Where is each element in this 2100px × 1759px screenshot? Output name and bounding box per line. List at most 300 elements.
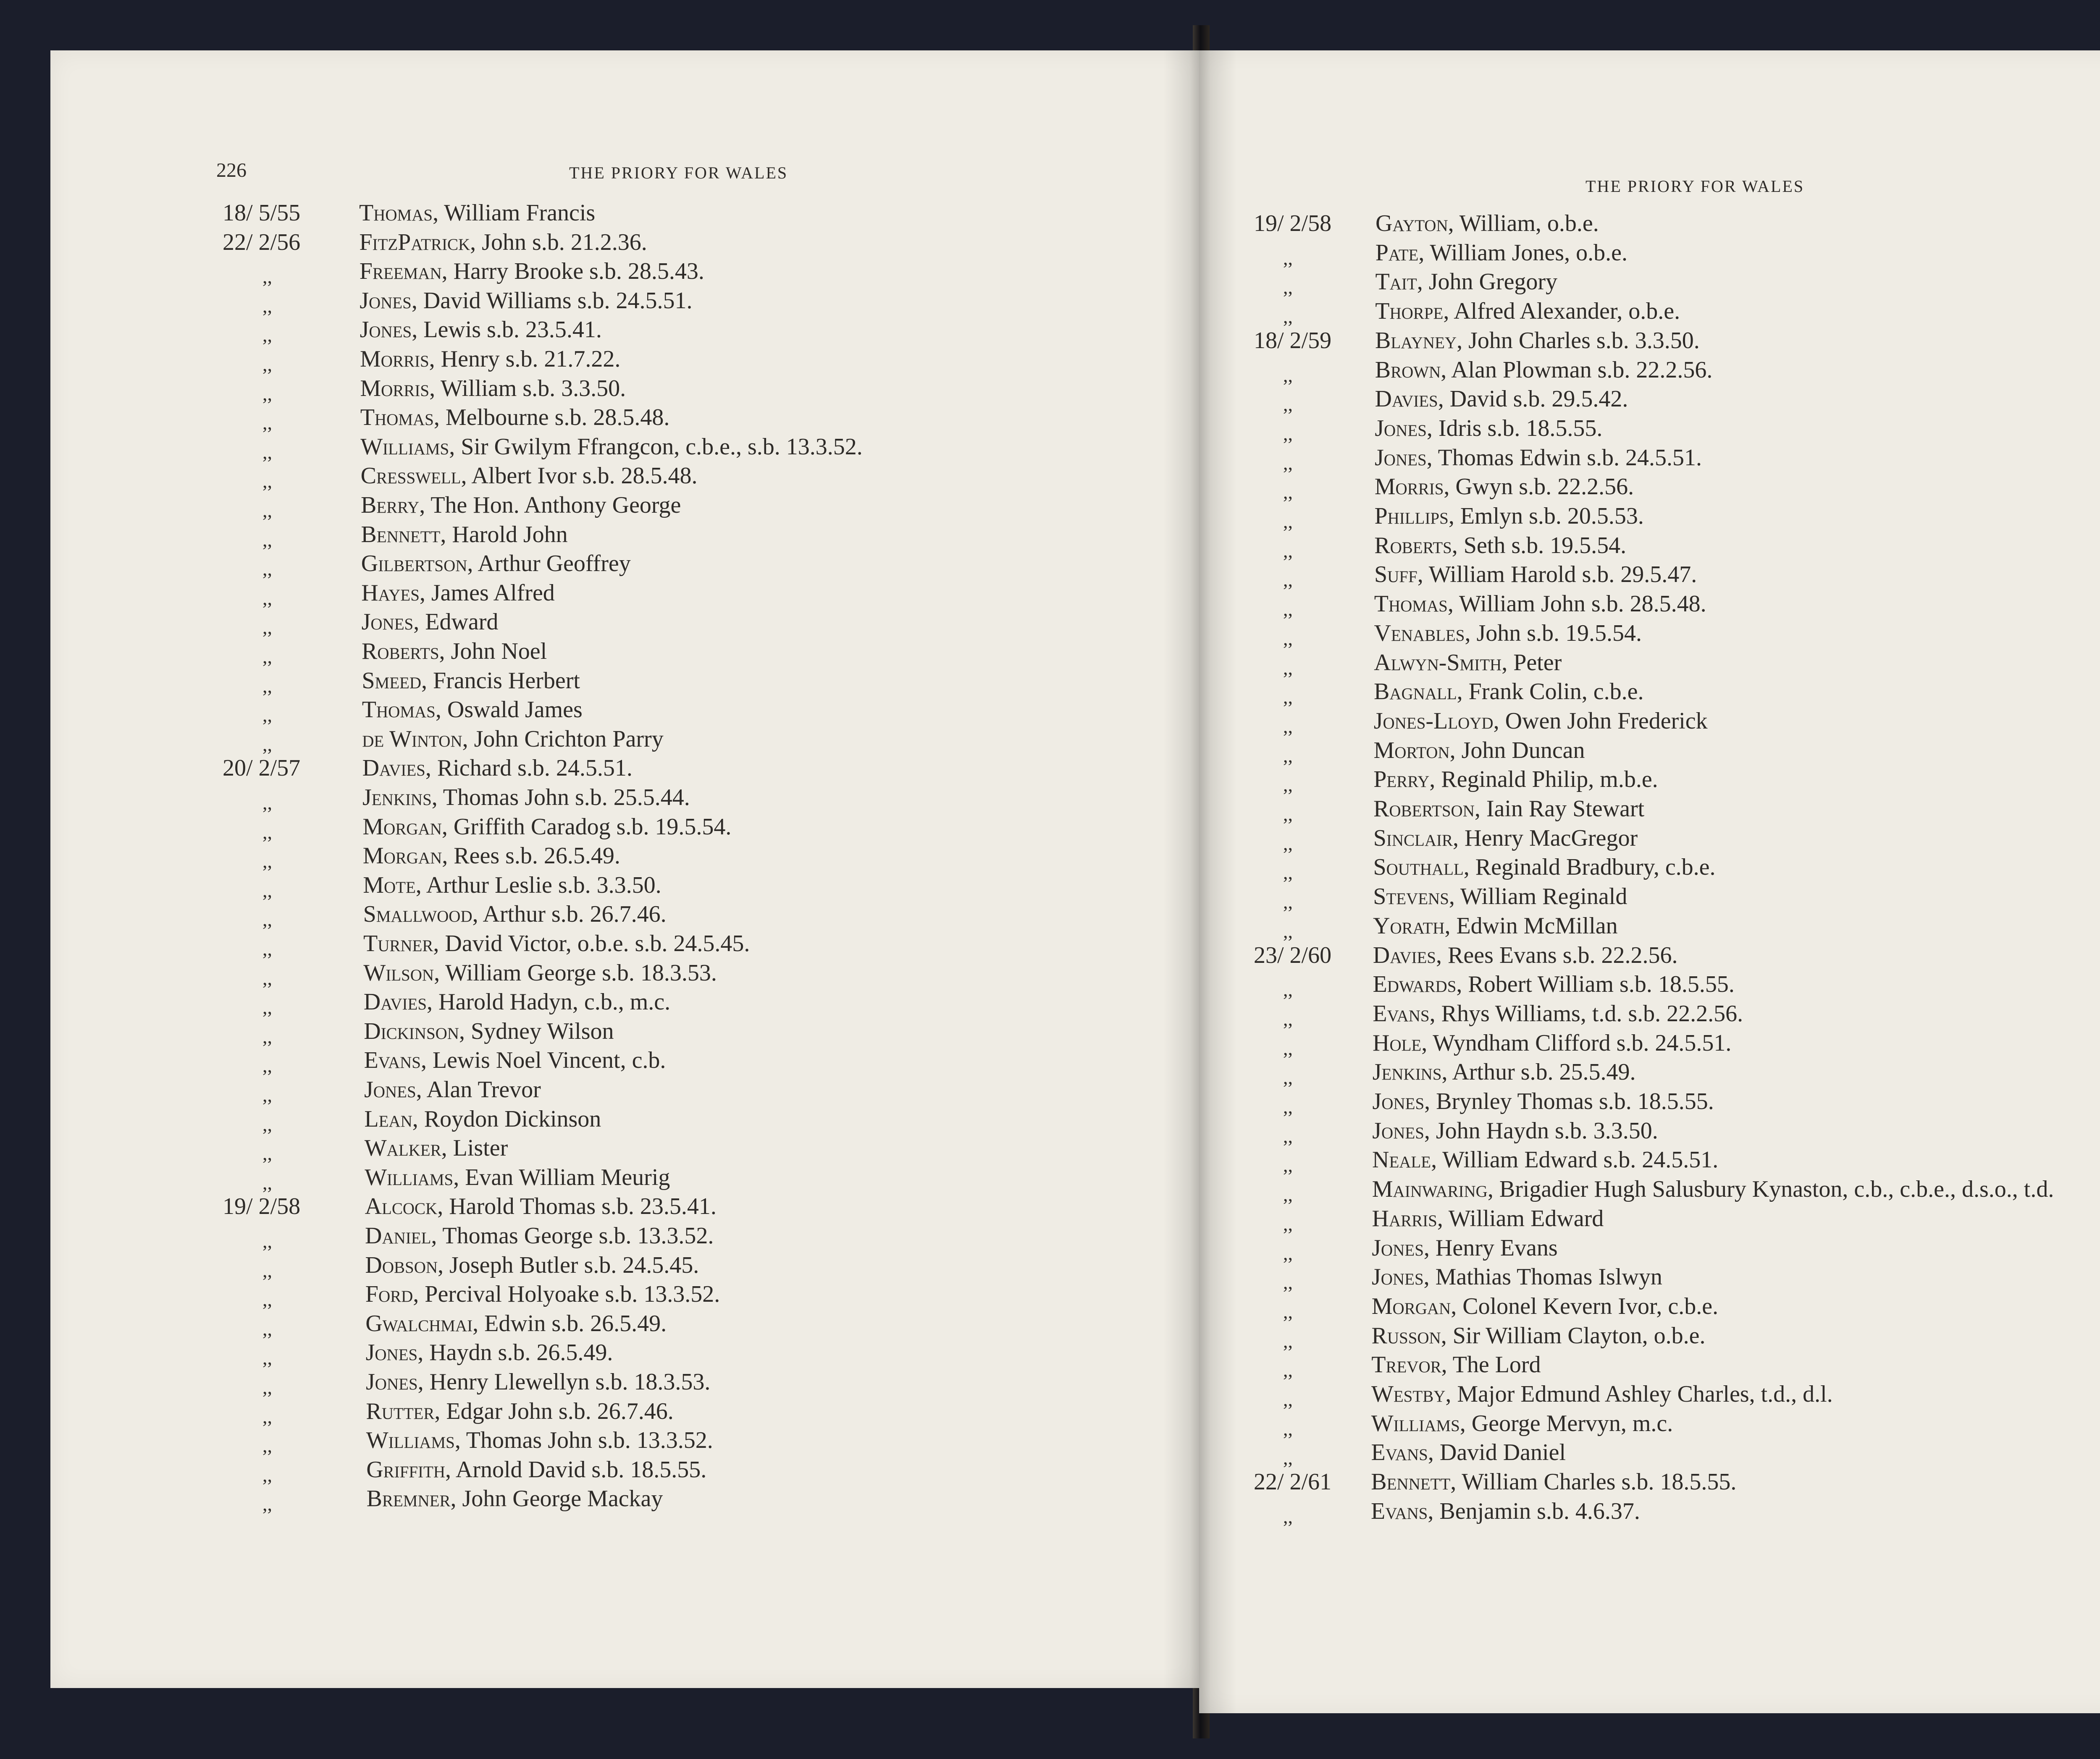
entry-surname: Perry	[1373, 766, 1430, 793]
register-entry	[361, 462, 698, 489]
register-entry	[364, 988, 670, 1015]
register-entry	[362, 667, 580, 694]
left-gutter-shadow	[1163, 50, 1201, 1688]
register-entry	[1374, 678, 1643, 705]
entry-details: , William s.b. 3.3.50.	[429, 375, 626, 401]
register-entry	[1376, 210, 1599, 237]
register-entry	[365, 1252, 699, 1279]
register-entry	[1374, 532, 1626, 559]
running-head-right: THE PRIORY FOR WALES	[1586, 177, 1805, 196]
entry-surname: Yorath	[1373, 912, 1445, 939]
ditto-mark: ,,	[262, 412, 272, 434]
ditto-mark: ,,	[1283, 832, 1293, 854]
entry-details: , Albert Ivor s.b. 28.5.48.	[461, 463, 698, 489]
entry-surname: Morton	[1373, 737, 1450, 763]
entry-details: , Alfred Alexander, o.b.e.	[1443, 298, 1680, 325]
entry-details: , Rees s.b. 26.5.49.	[442, 843, 620, 869]
entry-surname: Bagnall	[1374, 679, 1457, 705]
entry-details: , James Alfred	[419, 579, 555, 606]
entry-surname: Williams	[365, 1164, 454, 1190]
register-entry	[1373, 942, 1678, 969]
ditto-mark: ,,	[1283, 452, 1293, 474]
ditto-mark: ,,	[1283, 1418, 1293, 1439]
entry-surname: Tait	[1375, 269, 1417, 295]
register-entry	[1371, 1498, 1640, 1525]
entry-details: , Henry Evans	[1423, 1235, 1558, 1261]
entry-surname: Evans	[1371, 1439, 1428, 1466]
entry-details: , Roydon Dickinson	[412, 1106, 601, 1132]
entry-details: , Edwin McMillan	[1444, 912, 1618, 939]
entry-surname: Brown	[1375, 357, 1441, 383]
ditto-mark: ,,	[1283, 1125, 1293, 1147]
election-date: 19/ 2/58	[1254, 210, 1332, 236]
ditto-mark: ,,	[262, 529, 272, 551]
ditto-mark: ,,	[262, 996, 272, 1018]
entry-details: , Richard s.b. 24.5.51.	[425, 755, 633, 781]
entry-details: , William Reginald	[1449, 883, 1628, 910]
entry-surname: Mainwaring	[1372, 1176, 1488, 1203]
entry-details: , Lister	[441, 1135, 508, 1161]
entry-details: , William, o.b.e.	[1448, 210, 1599, 236]
register-entry	[362, 813, 731, 840]
entry-surname: Mote	[363, 872, 416, 898]
running-head-left: THE PRIORY FOR WALES	[569, 163, 788, 182]
entry-surname: Southall	[1373, 854, 1464, 881]
entry-details: , Francis Herbert	[421, 667, 580, 694]
ditto-mark: ,,	[262, 500, 272, 521]
entry-surname: Jenkins	[1372, 1059, 1442, 1085]
entry-surname: Cresswell	[360, 463, 461, 489]
entry-details: , Owen John Frederick	[1493, 708, 1708, 734]
entry-surname: Bennett	[1371, 1469, 1451, 1495]
ditto-mark: ,,	[262, 879, 272, 901]
entry-details: , John Charles s.b. 3.3.50.	[1457, 327, 1700, 354]
entry-details: , Alan Trevor	[416, 1077, 541, 1103]
entry-surname: de Winton	[362, 726, 462, 752]
entry-details: , David s.b. 29.5.42.	[1438, 386, 1628, 412]
register-entry	[362, 755, 633, 781]
ditto-mark: ,,	[262, 1289, 272, 1311]
register-entry	[362, 726, 664, 752]
register-entry	[1371, 1410, 1673, 1437]
register-entry	[361, 521, 567, 548]
entry-surname: Jones	[1372, 1088, 1425, 1114]
entry-details: , Lewis Noel Vincent, c.b.	[420, 1047, 666, 1074]
entry-surname: Walker	[364, 1135, 441, 1161]
ditto-mark: ,,	[1283, 306, 1293, 328]
ditto-mark: ,,	[262, 909, 272, 931]
entry-details: , Peter	[1502, 649, 1562, 676]
ditto-mark: ,,	[1283, 744, 1293, 766]
ditto-mark: ,,	[1283, 276, 1293, 298]
entry-details: , Rees Evans s.b. 22.2.56.	[1436, 942, 1678, 968]
ditto-mark: ,,	[1283, 1271, 1293, 1293]
entry-surname: Hayes	[361, 579, 420, 606]
register-entry	[362, 784, 690, 811]
register-entry	[1374, 590, 1706, 617]
ditto-mark: ,,	[262, 324, 272, 346]
ditto-mark: ,,	[1283, 540, 1293, 561]
ditto-mark: ,,	[262, 587, 272, 609]
ditto-mark: ,,	[262, 704, 272, 726]
entry-details: , Thomas Edwin s.b. 24.5.51.	[1426, 444, 1702, 471]
entry-surname: Evans	[1373, 1000, 1430, 1027]
register-entry	[365, 1164, 670, 1191]
ditto-mark: ,,	[262, 850, 272, 872]
register-entry	[360, 316, 602, 343]
entry-surname: Davies	[362, 755, 425, 781]
entry-surname: Alwyn-Smith	[1374, 649, 1502, 676]
ditto-mark: ,,	[262, 616, 272, 638]
entry-details: , Harry Brooke s.b. 28.5.43.	[441, 258, 704, 285]
register-entry	[364, 1106, 601, 1132]
register-entry	[1374, 708, 1708, 734]
ditto-mark: ,,	[262, 1055, 272, 1077]
entry-details: , David Daniel	[1428, 1439, 1566, 1466]
entry-details: , Thomas John s.b. 13.3.52.	[454, 1427, 713, 1454]
entry-surname: Freeman	[359, 258, 442, 285]
entry-surname: Jones	[360, 287, 412, 314]
ditto-mark: ,,	[1283, 686, 1293, 708]
ditto-mark: ,,	[262, 1376, 272, 1398]
entry-details: , Robert William s.b. 18.5.55.	[1456, 971, 1735, 998]
entry-surname: Neale	[1372, 1147, 1431, 1173]
entry-surname: Bennett	[361, 521, 441, 548]
entry-surname: Pate	[1375, 239, 1419, 266]
register-entry	[1372, 1322, 1706, 1349]
ditto-mark: ,,	[262, 266, 272, 288]
register-entry	[361, 492, 681, 519]
ditto-mark: ,,	[262, 1347, 272, 1369]
entry-surname: Jones	[1372, 1235, 1424, 1261]
entry-surname: Jones-Lloyd	[1373, 708, 1494, 734]
ditto-mark: ,,	[262, 295, 272, 317]
register-entry	[1375, 444, 1702, 471]
ditto-mark: ,,	[1283, 1096, 1293, 1117]
entry-surname: FitzPatrick	[359, 229, 470, 255]
ditto-mark: ,,	[1283, 715, 1293, 737]
election-date: 18/ 2/59	[1254, 327, 1332, 354]
entry-details: , Sir William Clayton, o.b.e.	[1441, 1322, 1706, 1349]
register-entry	[1373, 1000, 1743, 1027]
entry-details: , George Mervyn, m.c.	[1460, 1410, 1673, 1437]
ditto-mark: ,,	[262, 1493, 272, 1515]
register-entry	[365, 1222, 714, 1249]
right-gutter-shadow	[1199, 50, 1237, 1713]
entry-details: , Edgar John s.b. 26.7.46.	[434, 1398, 674, 1424]
entry-surname: Gilbertson	[361, 551, 467, 577]
entry-surname: Griffith	[366, 1456, 445, 1483]
entry-surname: Jones	[365, 1340, 418, 1366]
register-entry	[1373, 795, 1644, 822]
ditto-mark: ,,	[262, 821, 272, 843]
register-entry	[1374, 561, 1697, 588]
register-entry	[1374, 649, 1562, 676]
ditto-mark: ,,	[262, 354, 272, 375]
entry-details: , Reginald Bradbury, c.b.e.	[1463, 854, 1716, 881]
register-entry	[1373, 971, 1735, 998]
register-entry	[1373, 883, 1627, 910]
entry-surname: Blayney	[1375, 327, 1457, 354]
entry-surname: Morgan	[362, 843, 442, 869]
register-entry	[361, 579, 555, 606]
entry-details: , William Charles s.b. 18.5.55.	[1450, 1469, 1737, 1495]
register-entry	[364, 1018, 614, 1045]
register-entry	[365, 1310, 667, 1337]
register-entry	[1373, 1030, 1731, 1056]
register-entry	[360, 433, 863, 460]
entry-surname: Suff	[1374, 561, 1418, 588]
ditto-mark: ,,	[1283, 481, 1293, 503]
entry-surname: Jones	[366, 1369, 418, 1395]
entry-surname: Venables	[1374, 620, 1465, 646]
entry-surname: Harris	[1372, 1205, 1437, 1232]
entry-details: , Edwin s.b. 26.5.49.	[472, 1310, 667, 1337]
entry-details: , John Crichton Parry	[462, 726, 664, 752]
entry-surname: Thomas	[362, 697, 436, 723]
entry-details: , William Jones, o.b.e.	[1418, 239, 1628, 266]
ditto-mark: ,,	[262, 383, 272, 404]
ditto-mark: ,,	[1283, 979, 1293, 1001]
register-entry	[1371, 1381, 1833, 1408]
entry-details: , Melbourne s.b. 28.5.48.	[433, 404, 670, 431]
ditto-mark: ,,	[1283, 1447, 1293, 1469]
register-entry	[1373, 1059, 1636, 1085]
entry-surname: Davies	[1375, 386, 1438, 412]
entry-surname: Ford	[365, 1281, 413, 1308]
entry-surname: Evans	[364, 1047, 421, 1074]
register-entry	[1372, 1117, 1658, 1144]
register-entry	[363, 842, 620, 869]
right-page	[1199, 50, 2100, 1713]
entry-details: , Oswald James	[435, 697, 583, 723]
register-entry	[1372, 1293, 1718, 1320]
ditto-mark: ,,	[1283, 1389, 1293, 1410]
register-entry	[363, 930, 750, 957]
entry-details: , John George Mackay	[450, 1486, 663, 1512]
ditto-mark: ,,	[1283, 1242, 1293, 1264]
entry-surname: Jones	[361, 609, 414, 635]
election-date: 20/ 2/57	[223, 755, 301, 781]
register-entry	[1376, 268, 1558, 295]
ditto-mark: ,,	[1283, 1154, 1293, 1176]
ditto-mark: ,,	[1283, 1067, 1293, 1088]
ditto-mark: ,,	[1283, 1300, 1293, 1322]
entry-surname: Williams	[360, 433, 449, 460]
register-entry	[363, 872, 661, 899]
entry-surname: Jones	[364, 1077, 416, 1103]
ditto-mark: ,,	[262, 1113, 272, 1135]
entry-surname: Dickinson	[364, 1018, 459, 1044]
register-entry	[1375, 503, 1644, 530]
ditto-mark: ,,	[1283, 1184, 1293, 1206]
register-entry	[1371, 1439, 1566, 1466]
entry-surname: Westby	[1371, 1381, 1446, 1407]
entry-details: , Thomas John s.b. 25.5.44.	[431, 784, 690, 810]
register-entry	[1376, 239, 1628, 266]
entry-details: , Arthur s.b. 26.7.46.	[472, 901, 667, 928]
entry-surname: Bremner	[366, 1486, 451, 1512]
register-entry	[362, 608, 499, 635]
ditto-mark: ,,	[1283, 364, 1293, 386]
entry-surname: Jones	[1375, 415, 1427, 441]
entry-details: , Henry MacGregor	[1453, 825, 1638, 851]
register-entry	[360, 404, 670, 431]
entry-details: , Harold Hadyn, c.b., m.c.	[427, 989, 671, 1015]
register-entry	[360, 346, 620, 372]
entry-surname: Williams	[1371, 1410, 1460, 1437]
entry-details: , Henry Llewellyn s.b. 18.3.53.	[417, 1369, 711, 1395]
ditto-mark: ,,	[1283, 803, 1293, 825]
ditto-mark: ,,	[1283, 247, 1293, 269]
entry-details: , John Haydn s.b. 3.3.50.	[1424, 1117, 1658, 1144]
register-entry	[363, 959, 717, 986]
register-entry	[1375, 415, 1602, 442]
ditto-mark: ,,	[1283, 422, 1293, 444]
entry-details: , Sydney Wilson	[459, 1018, 614, 1044]
entry-details: , David Victor, o.b.e. s.b. 24.5.45.	[433, 931, 750, 957]
ditto-mark: ,,	[262, 1464, 272, 1486]
entry-surname: Thomas	[360, 404, 434, 431]
ditto-mark: ,,	[262, 733, 272, 755]
election-date: 22/ 2/61	[1254, 1469, 1332, 1495]
entry-surname: Thomas	[1374, 591, 1448, 617]
ditto-mark: ,,	[1283, 862, 1293, 883]
entry-surname: Sinclair	[1373, 825, 1453, 851]
ditto-mark: ,,	[1283, 1037, 1293, 1059]
entry-details: , Evan William Meurig	[453, 1164, 670, 1190]
register-entry	[365, 1281, 720, 1308]
entry-surname: Smallwood	[363, 901, 472, 928]
register-entry	[366, 1456, 706, 1483]
election-date: 19/ 2/58	[223, 1193, 301, 1220]
ditto-mark: ,,	[1283, 1359, 1293, 1381]
entry-surname: Morris	[360, 346, 429, 372]
ditto-mark: ,,	[262, 1405, 272, 1427]
entry-details: , Iain Ray Stewart	[1474, 796, 1645, 822]
register-entry	[366, 1398, 673, 1425]
register-entry	[363, 901, 667, 928]
entry-surname: Davies	[363, 989, 427, 1015]
register-entry	[1372, 1176, 2054, 1203]
entry-details: , Haydn s.b. 26.5.49.	[417, 1340, 613, 1366]
register-entry	[364, 1076, 541, 1103]
page-number-left: 226	[216, 159, 247, 181]
entry-surname: Evans	[1371, 1498, 1428, 1524]
entry-surname: Russon	[1371, 1322, 1441, 1349]
ditto-mark: ,,	[262, 441, 272, 463]
entry-details: , David Williams s.b. 24.5.51.	[411, 287, 693, 314]
ditto-mark: ,,	[262, 792, 272, 813]
entry-details: , Brigadier Hugh Salusbury Kynaston, c.b., c.b.e., d.s.o., t.d.	[1487, 1176, 2054, 1203]
entry-details: , Alan Plowman s.b. 22.2.56.	[1441, 357, 1713, 383]
ditto-mark: ,,	[1283, 569, 1293, 591]
entry-surname: Dobson	[365, 1252, 438, 1278]
entry-details: , William Francis	[433, 200, 596, 226]
entry-surname: Thorpe	[1375, 298, 1444, 325]
entry-details: , Major Edmund Ashley Charles, t.d., d.l.	[1445, 1381, 1833, 1407]
register-entry	[360, 375, 626, 402]
entry-details: , Harold John	[440, 521, 568, 548]
ditto-mark: ,,	[262, 1172, 272, 1193]
entry-details: , John Noel	[439, 638, 547, 664]
ditto-mark: ,,	[1283, 1213, 1293, 1235]
entry-surname: Williams	[366, 1427, 455, 1454]
ditto-mark: ,,	[1283, 920, 1293, 942]
register-entry	[1374, 620, 1642, 647]
ditto-mark: ,,	[262, 1318, 272, 1340]
entry-surname: Lean	[364, 1106, 412, 1132]
register-entry	[367, 1485, 663, 1512]
entry-details: , John Duncan	[1449, 737, 1585, 763]
register-entry	[1372, 1235, 1557, 1261]
entry-surname: Wilson	[363, 959, 434, 986]
entry-surname: Phillips	[1374, 503, 1449, 529]
ditto-mark: ,,	[1283, 627, 1293, 649]
entry-surname: Gayton	[1376, 210, 1448, 236]
entry-details: , Joseph Butler s.b. 24.5.45.	[438, 1252, 699, 1278]
entry-details: , William John s.b. 28.5.48.	[1447, 591, 1706, 617]
ditto-mark: ,,	[262, 558, 272, 580]
entry-details: , The Lord	[1441, 1352, 1541, 1378]
register-entry	[1373, 1088, 1714, 1115]
entry-surname: Jones	[1372, 1264, 1424, 1290]
entry-surname: Jenkins	[362, 784, 432, 810]
ditto-mark: ,,	[262, 1143, 272, 1164]
election-date: 23/ 2/60	[1254, 942, 1332, 968]
entry-surname: Robertson	[1373, 796, 1475, 822]
register-entry	[366, 1368, 710, 1395]
ditto-mark: ,,	[262, 1435, 272, 1457]
election-date: 22/ 2/56	[223, 229, 301, 255]
register-entry	[1375, 385, 1628, 412]
entry-surname: Alcock	[365, 1193, 438, 1220]
entry-surname: Morgan	[1371, 1293, 1451, 1319]
entry-surname: Thomas	[359, 200, 433, 226]
ditto-mark: ,,	[262, 1084, 272, 1106]
register-entry	[1374, 737, 1585, 764]
left-page	[50, 50, 1201, 1688]
entry-details: , Sir Gwilym Ffrangcon, c.b.e., s.b. 13.3.52.	[449, 433, 863, 460]
entry-details: , Frank Colin, c.b.e.	[1457, 679, 1644, 705]
ditto-mark: ,,	[262, 1259, 272, 1281]
register-entry	[360, 258, 704, 285]
entry-surname: Rutter	[366, 1398, 435, 1424]
register-entry	[366, 1427, 713, 1454]
entry-details: , Arthur s.b. 25.5.49.	[1441, 1059, 1636, 1085]
entry-details: , Idris s.b. 18.5.55.	[1426, 415, 1603, 441]
entry-details: , John s.b. 19.5.54.	[1465, 620, 1642, 646]
ditto-mark: ,,	[262, 967, 272, 989]
entry-details: , Seth s.b. 19.5.54.	[1452, 532, 1627, 558]
register-entry	[360, 287, 692, 314]
register-entry	[1375, 473, 1634, 500]
entry-details: , Lewis s.b. 23.5.41.	[412, 317, 602, 343]
entry-details: , Mathias Thomas Islwyn	[1423, 1264, 1662, 1290]
entry-surname: Turner	[363, 931, 433, 957]
entry-surname: Stevens	[1373, 883, 1449, 910]
register-entry	[1372, 1205, 1604, 1232]
entry-surname: Jones	[1375, 444, 1427, 471]
ditto-mark: ,,	[1283, 1330, 1293, 1352]
entry-details: , William Harold s.b. 29.5.47.	[1417, 561, 1697, 588]
entry-details: , Arthur Geoffrey	[467, 551, 631, 577]
entry-details: , Benjamin s.b. 4.6.37.	[1428, 1498, 1640, 1524]
entry-surname: Berry	[361, 492, 420, 518]
register-entry	[1375, 357, 1713, 383]
ditto-mark: ,,	[1283, 393, 1293, 415]
register-entry	[1372, 1264, 1662, 1290]
